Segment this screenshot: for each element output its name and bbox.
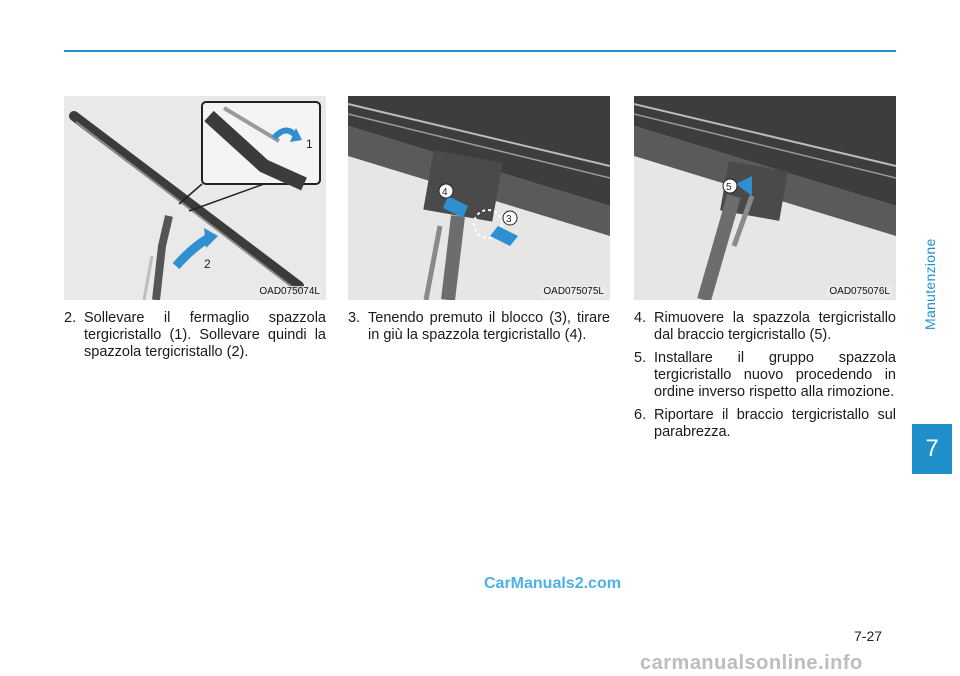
wiper-illustration-1 [64, 96, 326, 300]
step-number: 5. [634, 350, 647, 366]
chapter-tab: 7 [912, 424, 952, 474]
wiper-illustration-3 [634, 96, 896, 300]
watermark-link[interactable]: CarManuals2.com [484, 575, 621, 592]
step-text: Sollevare il fermaglio spazzola tergicristallo (1). Sollevare quindi la spazzola tergicristallo (2). [84, 310, 326, 360]
step-text: Riportare il braccio tergicristallo sul parabrezza. [654, 407, 896, 440]
page-number: 7-27 [854, 628, 883, 644]
figure-code: OAD075074L [259, 286, 320, 297]
top-rule [64, 50, 896, 52]
column-2 [348, 310, 610, 350]
callout-1: 1 [306, 137, 313, 151]
wiper-illustration-2 [348, 96, 610, 300]
callout-4: 4 [442, 187, 448, 198]
step-5 [634, 350, 896, 401]
figure-code: OAD075076L [829, 286, 890, 297]
step-3 [348, 310, 610, 344]
step-6 [634, 407, 896, 441]
figure-3 [634, 96, 896, 300]
step-text: Rimuovere la spazzola tergicristallo dal braccio tergicristallo (5). [654, 310, 896, 343]
step-number: 2. [64, 310, 77, 326]
column-3 [634, 310, 896, 447]
step-number: 4. [634, 310, 647, 326]
step-4 [634, 310, 896, 344]
figure-1 [64, 96, 326, 300]
figure-code: OAD075075L [543, 286, 604, 297]
callout-5: 5 [726, 182, 732, 193]
step-text: Installare il gruppo spazzola tergicristallo nuovo procedendo in ordine inverso rispetto alla rimozione. [654, 350, 896, 400]
figure-2 [348, 96, 610, 300]
step-text: Tenendo premuto il blocco (3), tirare in giù la spazzola tergicristallo (4). [368, 310, 610, 343]
callout-2: 2 [204, 257, 211, 271]
step-number: 6. [634, 407, 647, 423]
side-section-label: Manutenzione [922, 238, 938, 330]
callout-3: 3 [506, 214, 512, 225]
column-1 [64, 310, 326, 367]
step-2 [64, 310, 326, 361]
step-number: 3. [348, 310, 361, 326]
footer-watermark: carmanualsonline.info [640, 652, 863, 674]
